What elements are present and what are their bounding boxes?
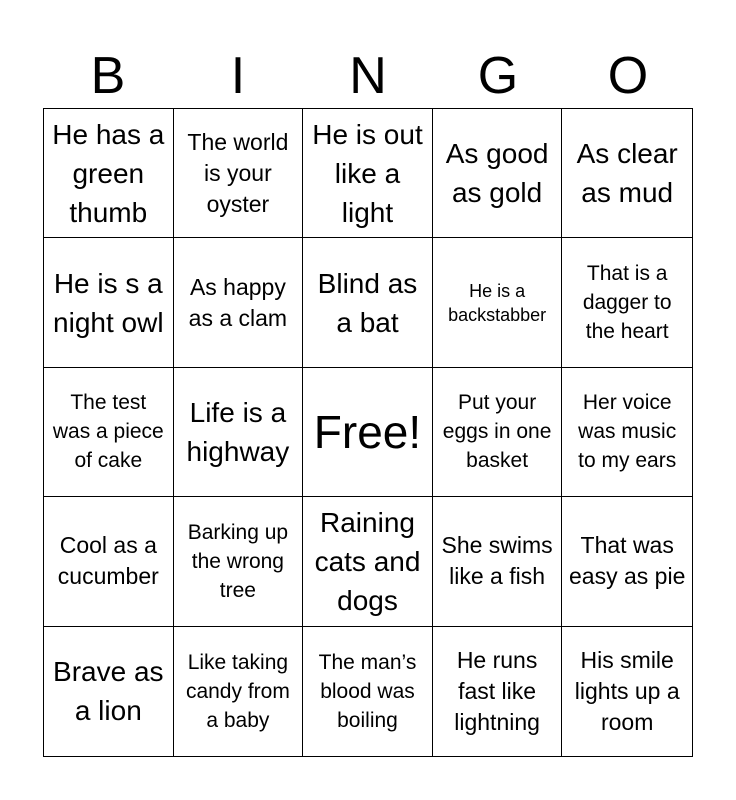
cell-text: As clear as mud (576, 138, 678, 209)
header-letter-n: N (349, 47, 387, 105)
bingo-header (43, 46, 693, 106)
bingo-cell (433, 497, 563, 626)
cell-text: The test was a piece of cake (52, 391, 164, 473)
free-space-text: Free! (313, 405, 422, 458)
cell-text: He is a backstabber (448, 280, 547, 325)
cell-text: He is s a night owl (53, 267, 164, 338)
cell-text: He has a green thumb (52, 118, 165, 228)
cell-text: Brave as a lion (53, 656, 164, 727)
cell-text: Raining cats and dogs (314, 506, 421, 616)
bingo-cell (433, 627, 563, 756)
cell-text: Life is a highway (186, 396, 290, 467)
bingo-cell (174, 238, 304, 367)
bingo-cell (174, 627, 304, 756)
bingo-cell (303, 497, 433, 626)
bingo-cell (44, 109, 174, 238)
bingo-cell (174, 109, 304, 238)
header-letter-b: B (90, 47, 126, 105)
bingo-cell (433, 238, 563, 367)
cell-text: Like taking candy from a baby (185, 650, 290, 732)
cell-text: The man’s blood was boiling (318, 650, 417, 732)
bingo-cell (562, 368, 692, 497)
bingo-cell (562, 497, 692, 626)
cell-text: He runs fast like lightning (454, 646, 540, 735)
bingo-cell (44, 627, 174, 756)
bingo-cell (562, 627, 692, 756)
cell-text: Her voice was music to my ears (578, 391, 677, 473)
bingo-cell (44, 238, 174, 367)
header-letter-i: I (230, 47, 246, 105)
cell-text: That was easy as pie (569, 532, 686, 590)
bingo-cell (433, 368, 563, 497)
cell-text: As happy as a clam (188, 273, 288, 331)
cell-text: Barking up the wrong tree (187, 520, 289, 602)
cell-text: He is out like a light (312, 118, 423, 228)
bingo-cell (174, 497, 304, 626)
bingo-cell (303, 627, 433, 756)
bingo-cell (44, 497, 174, 626)
cell-text: She swims like a fish (441, 532, 553, 590)
header-letter-o: O (607, 47, 649, 105)
header-letter-g: G (477, 47, 519, 105)
cell-text: Blind as a bat (317, 267, 418, 338)
bingo-cell (562, 109, 692, 238)
cell-text: The world is your oyster (187, 128, 289, 217)
bingo-cell (303, 238, 433, 367)
bingo-cell (174, 368, 304, 497)
bingo-board (43, 108, 693, 757)
bingo-cell (44, 368, 174, 497)
cell-text: His smile lights up a room (574, 646, 680, 735)
cell-text: Cool as a cucumber (57, 532, 159, 590)
bingo-cell-free (303, 368, 433, 497)
cell-text: That is a dagger to the heart (582, 262, 672, 344)
bingo-cell (303, 109, 433, 238)
cell-text: Put your eggs in one basket (442, 391, 552, 473)
cell-text: As good as gold (445, 138, 549, 209)
bingo-cell (562, 238, 692, 367)
bingo-cell (433, 109, 563, 238)
